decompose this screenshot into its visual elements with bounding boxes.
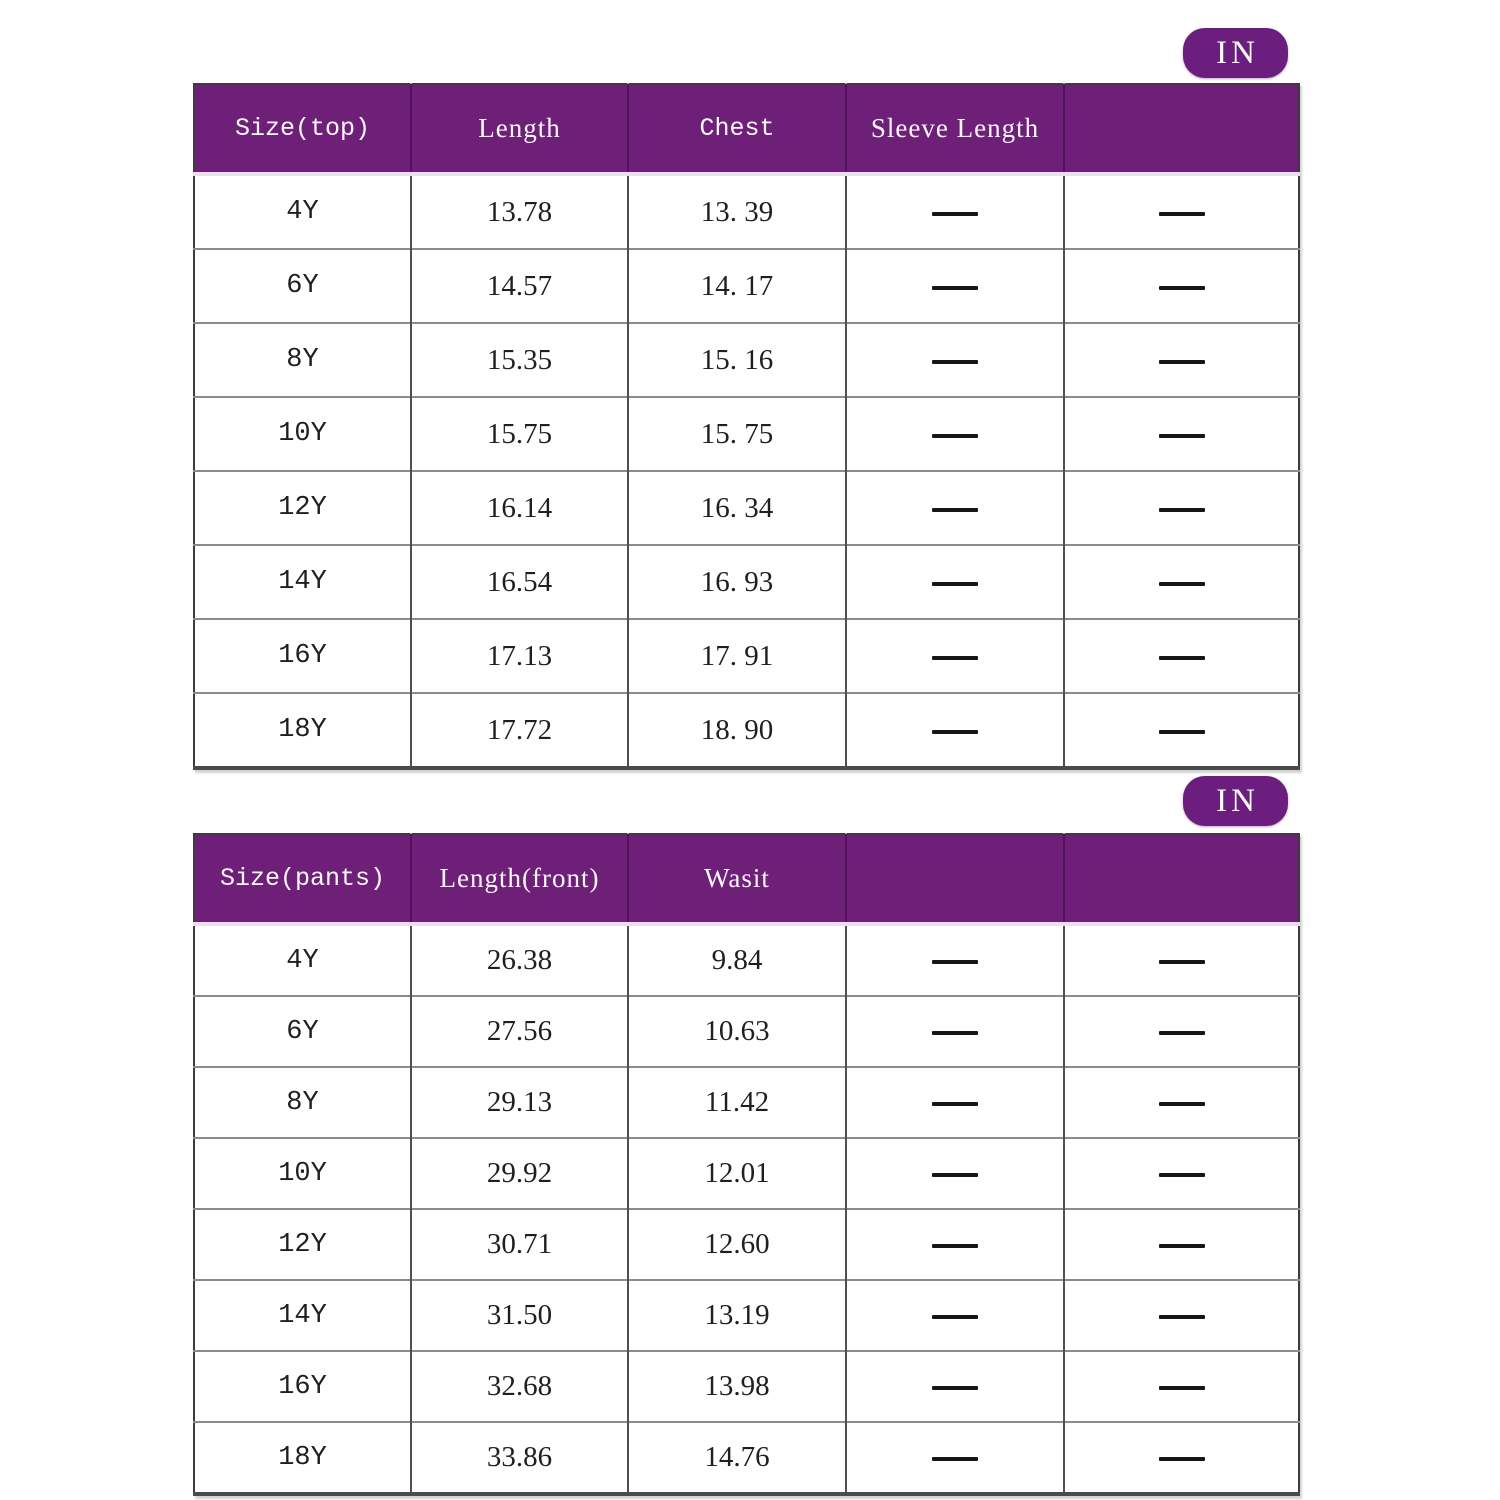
value-cell: 16Y	[194, 1351, 411, 1422]
dash-mark	[1159, 730, 1205, 734]
dash-mark	[1159, 582, 1205, 586]
empty-value-cell	[1064, 1067, 1299, 1138]
value-cell: 30.71	[411, 1209, 628, 1280]
dash-mark	[932, 434, 978, 438]
column-header-waist: Wasit	[628, 834, 846, 924]
dash-mark	[1159, 1173, 1205, 1177]
dash-mark	[1159, 1315, 1205, 1319]
value-cell: 15.75	[411, 397, 628, 471]
dash-mark	[932, 656, 978, 660]
dash-mark	[932, 1031, 978, 1035]
pants-size-table	[193, 833, 1300, 1496]
value-cell: 31.50	[411, 1280, 628, 1351]
value-cell: 4Y	[194, 924, 411, 996]
empty-value-cell	[1064, 397, 1299, 471]
dash-mark	[932, 360, 978, 364]
dash-mark	[932, 1457, 978, 1461]
value-cell: 12Y	[194, 471, 411, 545]
column-header-blank	[1064, 834, 1299, 924]
value-cell: 27.56	[411, 996, 628, 1067]
dash-mark	[932, 1386, 978, 1390]
empty-value-cell	[846, 1209, 1064, 1280]
unit-badge-inches-pants: IN	[1183, 776, 1288, 826]
value-cell: 15.35	[411, 323, 628, 397]
value-cell: 13.78	[411, 174, 628, 249]
dash-mark	[1159, 656, 1205, 660]
empty-value-cell	[1064, 1422, 1299, 1494]
value-cell: 10Y	[194, 1138, 411, 1209]
column-header-sleeve-length: Sleeve Length	[846, 84, 1064, 174]
value-cell: 18Y	[194, 693, 411, 768]
value-cell: 32.68	[411, 1351, 628, 1422]
value-cell: 6Y	[194, 249, 411, 323]
header-row	[194, 84, 1299, 174]
dash-mark	[1159, 1386, 1205, 1390]
table-row	[194, 693, 1299, 768]
empty-value-cell	[846, 1067, 1064, 1138]
table-row	[194, 1422, 1299, 1494]
table-row	[194, 323, 1299, 397]
empty-value-cell	[846, 619, 1064, 693]
empty-value-cell	[1064, 471, 1299, 545]
table-row	[194, 545, 1299, 619]
empty-value-cell	[1064, 249, 1299, 323]
empty-value-cell	[1064, 323, 1299, 397]
value-cell: 17. 91	[628, 619, 846, 693]
table-row	[194, 174, 1299, 249]
table-row	[194, 619, 1299, 693]
dash-mark	[1159, 434, 1205, 438]
empty-value-cell	[1064, 1138, 1299, 1209]
column-header-size-pants: Size(pants)	[194, 834, 411, 924]
value-cell: 4Y	[194, 174, 411, 249]
value-cell: 9.84	[628, 924, 846, 996]
column-header-blank	[846, 834, 1064, 924]
empty-value-cell	[1064, 1351, 1299, 1422]
empty-value-cell	[1064, 996, 1299, 1067]
value-cell: 12.01	[628, 1138, 846, 1209]
value-cell: 16.54	[411, 545, 628, 619]
empty-value-cell	[846, 1422, 1064, 1494]
value-cell: 29.13	[411, 1067, 628, 1138]
value-cell: 8Y	[194, 1067, 411, 1138]
pants-table-body	[194, 924, 1299, 1494]
table-row	[194, 996, 1299, 1067]
value-cell: 14. 17	[628, 249, 846, 323]
value-cell: 10Y	[194, 397, 411, 471]
empty-value-cell	[1064, 1209, 1299, 1280]
table-row	[194, 471, 1299, 545]
empty-value-cell	[846, 1280, 1064, 1351]
header-row	[194, 834, 1299, 924]
dash-mark	[1159, 1031, 1205, 1035]
empty-value-cell	[846, 924, 1064, 996]
dash-mark	[932, 508, 978, 512]
table-row	[194, 1280, 1299, 1351]
dash-mark	[932, 212, 978, 216]
empty-value-cell	[846, 1138, 1064, 1209]
table-row	[194, 924, 1299, 996]
tops-table-body	[194, 174, 1299, 768]
value-cell: 14.76	[628, 1422, 846, 1494]
value-cell: 10.63	[628, 996, 846, 1067]
empty-value-cell	[846, 249, 1064, 323]
empty-value-cell	[846, 174, 1064, 249]
value-cell: 11.42	[628, 1067, 846, 1138]
empty-value-cell	[846, 397, 1064, 471]
column-header-length-front: Length(front)	[411, 834, 628, 924]
dash-mark	[932, 730, 978, 734]
value-cell: 13.98	[628, 1351, 846, 1422]
value-cell: 6Y	[194, 996, 411, 1067]
value-cell: 13.19	[628, 1280, 846, 1351]
empty-value-cell	[846, 996, 1064, 1067]
tops-size-table	[193, 83, 1300, 770]
empty-value-cell	[1064, 619, 1299, 693]
value-cell: 12Y	[194, 1209, 411, 1280]
column-header-length: Length	[411, 84, 628, 174]
empty-value-cell	[846, 545, 1064, 619]
table-row	[194, 1351, 1299, 1422]
value-cell: 8Y	[194, 323, 411, 397]
column-header-size-top: Size(top)	[194, 84, 411, 174]
dash-mark	[1159, 212, 1205, 216]
table-row	[194, 249, 1299, 323]
empty-value-cell	[846, 471, 1064, 545]
unit-badge-inches-top: IN	[1183, 28, 1288, 78]
column-header-blank	[1064, 84, 1299, 174]
table-row	[194, 1138, 1299, 1209]
dash-mark	[932, 582, 978, 586]
dash-mark	[932, 1102, 978, 1106]
dash-mark	[1159, 360, 1205, 364]
dash-mark	[1159, 960, 1205, 964]
tops-table-header	[194, 84, 1299, 174]
value-cell: 13. 39	[628, 174, 846, 249]
empty-value-cell	[1064, 174, 1299, 249]
value-cell: 17.72	[411, 693, 628, 768]
value-cell: 17.13	[411, 619, 628, 693]
empty-value-cell	[1064, 545, 1299, 619]
value-cell: 14Y	[194, 1280, 411, 1351]
value-cell: 15. 75	[628, 397, 846, 471]
value-cell: 16.14	[411, 471, 628, 545]
value-cell: 18. 90	[628, 693, 846, 768]
value-cell: 29.92	[411, 1138, 628, 1209]
empty-value-cell	[1064, 1280, 1299, 1351]
value-cell: 16. 93	[628, 545, 846, 619]
dash-mark	[1159, 286, 1205, 290]
dash-mark	[932, 1173, 978, 1177]
dash-mark	[932, 1244, 978, 1248]
value-cell: 16. 34	[628, 471, 846, 545]
dash-mark	[932, 960, 978, 964]
dash-mark	[932, 286, 978, 290]
empty-value-cell	[1064, 693, 1299, 768]
column-header-chest: Chest	[628, 84, 846, 174]
empty-value-cell	[846, 323, 1064, 397]
empty-value-cell	[846, 1351, 1064, 1422]
dash-mark	[1159, 1244, 1205, 1248]
empty-value-cell	[1064, 924, 1299, 996]
pants-table-header	[194, 834, 1299, 924]
value-cell: 18Y	[194, 1422, 411, 1494]
dash-mark	[932, 1315, 978, 1319]
value-cell: 15. 16	[628, 323, 846, 397]
table-row	[194, 1067, 1299, 1138]
dash-mark	[1159, 1102, 1205, 1106]
table-row	[194, 1209, 1299, 1280]
value-cell: 26.38	[411, 924, 628, 996]
dash-mark	[1159, 1457, 1205, 1461]
empty-value-cell	[846, 693, 1064, 768]
dash-mark	[1159, 508, 1205, 512]
value-cell: 14Y	[194, 545, 411, 619]
value-cell: 14.57	[411, 249, 628, 323]
table-row	[194, 397, 1299, 471]
value-cell: 33.86	[411, 1422, 628, 1494]
value-cell: 12.60	[628, 1209, 846, 1280]
value-cell: 16Y	[194, 619, 411, 693]
